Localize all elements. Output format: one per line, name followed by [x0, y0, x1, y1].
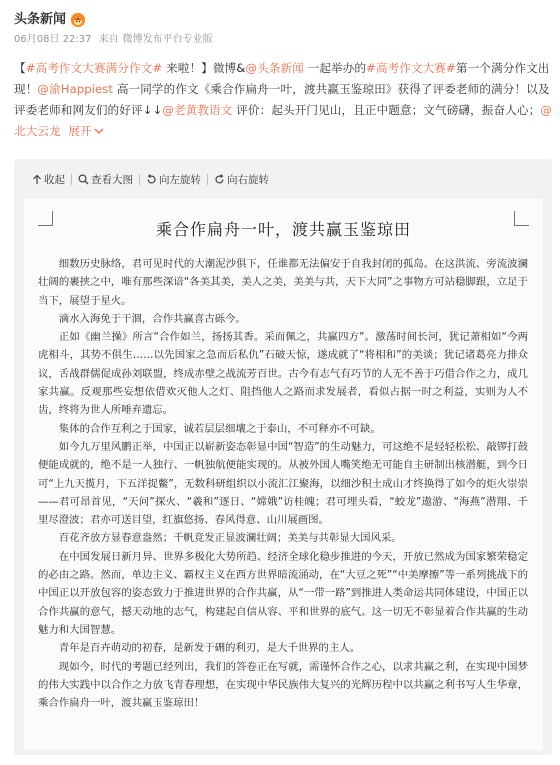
- post-meta: [14, 32, 217, 48]
- essay-paragraph: 集体的合作互利之于国家，诚若层层细壤之于泰山，不可释亦不可缺。: [58, 422, 381, 435]
- image-toolbar: [32, 169, 269, 189]
- essay-paragraph: 滴水入海免于干涸，合作共赢喜古砾今。: [58, 312, 246, 325]
- vip-crown-icon[interactable]: [71, 13, 85, 27]
- chevron-down-icon[interactable]: [92, 124, 104, 138]
- essay-paragraph: 在中国发展日新月异、世界多极化大势所趋、经济全球化稳步推进的今天，开放已然成为国家繁荣稳定的必由之路。然而，单边主义、霸权主义在西方世界暗流涌动，在“大豆之死”“中美摩擦”等一系列挑战下的中国正以开放包容的姿态致力于推进世界的合作共赢，从“一带一路”到推进人类命运共同体建设，中国正以合作共赢的意气，撼天动地的志气，构建起自信从容、平和世界的底气。这一切无不彰显着合作共赢的生动魅力和大国智慧。: [38, 550, 528, 636]
- view-large-label: 查看大图: [91, 173, 133, 186]
- post-header: [14, 8, 546, 56]
- collapse-label: 收起: [44, 173, 65, 186]
- text-segment: 一起举办的: [303, 61, 367, 75]
- essay-body: [38, 255, 528, 712]
- essay-image[interactable]: [24, 199, 543, 750]
- hashtag-link[interactable]: #高考作文大赛满分作文#: [25, 61, 163, 75]
- essay-paragraph: 百花齐放方显春意盎然；千帆竞发正显波澜壮阔；美美与共彰显大国风采。: [58, 532, 402, 545]
- essay-paragraph: 如今九万里风鹏正举，中国正以崭新姿态彰显中国“智造”的生动魅力，可这绝不是轻轻松松、敲锣打鼓便能成就的，绝不是一人独行、一帆独航便能实现的。从被外国人嘴笑绝无可能自主研制出核潜艇，到今日可“上九天揽月，下五洋捉鳖”，无数科研组织以小流汇江聚海，以细沙积土成山才终换得了如今的炬火崇崇——君可昂首见，“天问”探火、“羲和”逐日、“嫦娥”访桂魄；君可埋头看，“蛟龙”遨游、“海燕”潜翔、千里尽澄波；君亦可送目望，红旗悠扬、春风得意、山川展画图。: [38, 440, 528, 527]
- rotate-left-label: 向左旋转: [159, 173, 201, 186]
- post-time[interactable]: 06月08日 22:37: [14, 34, 92, 45]
- view-large-button[interactable]: [78, 172, 133, 187]
- rotate-left-icon: [146, 174, 157, 185]
- rotate-right-icon: [214, 174, 225, 185]
- toolbar-divider: [207, 174, 208, 185]
- post-source[interactable]: 微博发布平台专业版: [122, 34, 213, 45]
- text-segment: 来啦！】微博&: [162, 61, 246, 75]
- mention-link[interactable]: @头条新闻: [245, 61, 304, 75]
- toolbar-divider: [71, 174, 72, 185]
- image-panel: [14, 159, 552, 755]
- essay-paragraph: 青年是百卉萌动的初春，是新发于硎的利刃，是大千世界的主人。: [58, 642, 361, 655]
- collapse-arrow-icon: [32, 174, 42, 185]
- mention-link[interactable]: @老黄教语文: [162, 103, 233, 117]
- post-text: [14, 58, 554, 142]
- rotate-left-button[interactable]: [146, 172, 201, 187]
- essay-title: 乘合作扁舟一叶，渡共赢玉鉴琼田: [155, 220, 411, 239]
- rotate-right-button[interactable]: [214, 172, 269, 187]
- rotate-right-label: 向右旋转: [227, 173, 269, 186]
- toolbar-divider: [139, 174, 140, 185]
- username[interactable]: 头条新闻: [14, 12, 67, 27]
- hashtag-link[interactable]: #高考作文大赛#: [366, 61, 456, 75]
- text-segment: 【: [14, 61, 26, 75]
- collapse-button[interactable]: [32, 172, 65, 187]
- username-row: [14, 11, 85, 29]
- source-prefix: 来自: [98, 34, 119, 45]
- mention-link[interactable]: @北大云龙: [14, 103, 552, 138]
- down-arrows: ↓↓: [142, 103, 163, 117]
- expand-link[interactable]: 展开: [68, 124, 92, 138]
- text-segment: 高一同学的作文《乘合作扁舟一叶，渡共赢玉鉴琼田》获得了评委老师的满分！以及评委老师和网友们的好评: [14, 82, 550, 117]
- mention-link[interactable]: @渝Happiest: [37, 82, 114, 96]
- essay-paragraph: 细数历史脉络，君可见时代的大潮泥沙俱下，任谁都无法偏安于自我封闭的孤岛。在这洪流、旁流波澜壮阔的裹挟之中，唯有那些深谙“各美其美，美人之美，美美与共，天下大同”之事物方可站稳脚跟，立足于当下，展望于星火。: [38, 258, 528, 307]
- essay-paragraph: 正如《幽兰操》所言“合作如兰，扬扬其香。采而佩之，共赢四方”。激荡时间长河，犹记萧相如“今两虎相斗，其势不俱生……以先国家之急而后私仇”石破天惊，遂成就了“将相和”的美谈；犹记诸葛亮力排众议，舌战群儒促成孙刘联盟，终成赤壁之战流芳百世。古今有志气有巧节的人无不善于巧借合作之力，成几家共赢。反观那些妄想依借欢灭他人之灯、阻挡他人之路而求发展者，看似占据一时之利益，实则为人不齿，终将为世人所唾弃遗忘。: [38, 331, 528, 417]
- text-segment: 第一个满分作文出现！: [14, 61, 550, 96]
- essay-paragraph: 现如今，时代的考题已经列出，我们的答卷正在写就，需谨怀合作之心，以求共赢之利，在实现中国梦的伟大实践中以合作之力放飞青春理想，在实现中华民族伟大复兴的光辉历程中以共赢之利书写人生华章，乘合作扁舟一叶，渡共赢玉鉴琼田！: [38, 660, 528, 710]
- text-segment: 评价：起头开门见山，且正中题意；文气磅礴，振奋人心；: [232, 103, 541, 117]
- magnifier-icon: [78, 174, 89, 185]
